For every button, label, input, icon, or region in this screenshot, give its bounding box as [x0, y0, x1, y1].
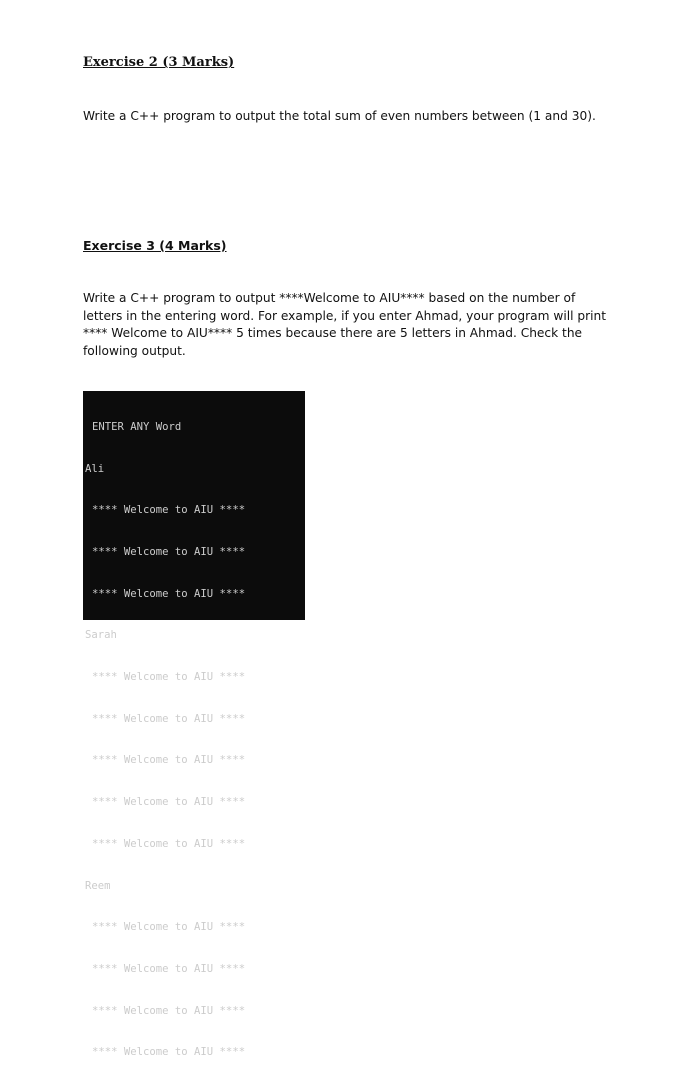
- console-line: Ali: [85, 462, 105, 475]
- console-line: **** Welcome to AIU ****: [92, 545, 246, 558]
- console-line: **** Welcome to AIU ****: [92, 754, 246, 767]
- console-line: **** Welcome to AIU ****: [92, 587, 246, 600]
- console-line: Sarah: [85, 629, 117, 642]
- console-line: **** Welcome to AIU ****: [92, 962, 246, 975]
- exercise-3-heading: Exercise 3 (4 Marks): [83, 238, 227, 253]
- console-line: **** Welcome to AIU ****: [92, 1004, 246, 1017]
- exercise-2-text: Write a C++ program to output the total sum of even numbers between (1 and 30).: [83, 109, 596, 123]
- console-line: **** Welcome to AIU ****: [92, 921, 246, 934]
- console-line: **** Welcome to AIU ****: [92, 796, 246, 809]
- console-line: **** Welcome to AIU ****: [92, 712, 246, 725]
- exercise-3-text: Write a C++ program to output ****Welcome to AIU**** based on the number of letters in the entering word. For example, if you enter Ahmad, your program will print **** Welcome to AIU**** 5 times because there are 5 letters in Ahmad. Check the following output.: [83, 291, 606, 358]
- console-line: **** Welcome to AIU ****: [92, 1046, 246, 1059]
- console-line: **** Welcome to AIU ****: [92, 671, 246, 684]
- console-line: Reem: [85, 879, 111, 892]
- console-line: ENTER ANY Word: [92, 420, 182, 433]
- console-line: **** Welcome to AIU ****: [92, 504, 246, 517]
- console-output-screenshot: [83, 391, 305, 1059]
- exercise-2-heading: Exercise 2 (3 Marks): [83, 55, 235, 70]
- console-line: **** Welcome to AIU ****: [92, 837, 246, 850]
